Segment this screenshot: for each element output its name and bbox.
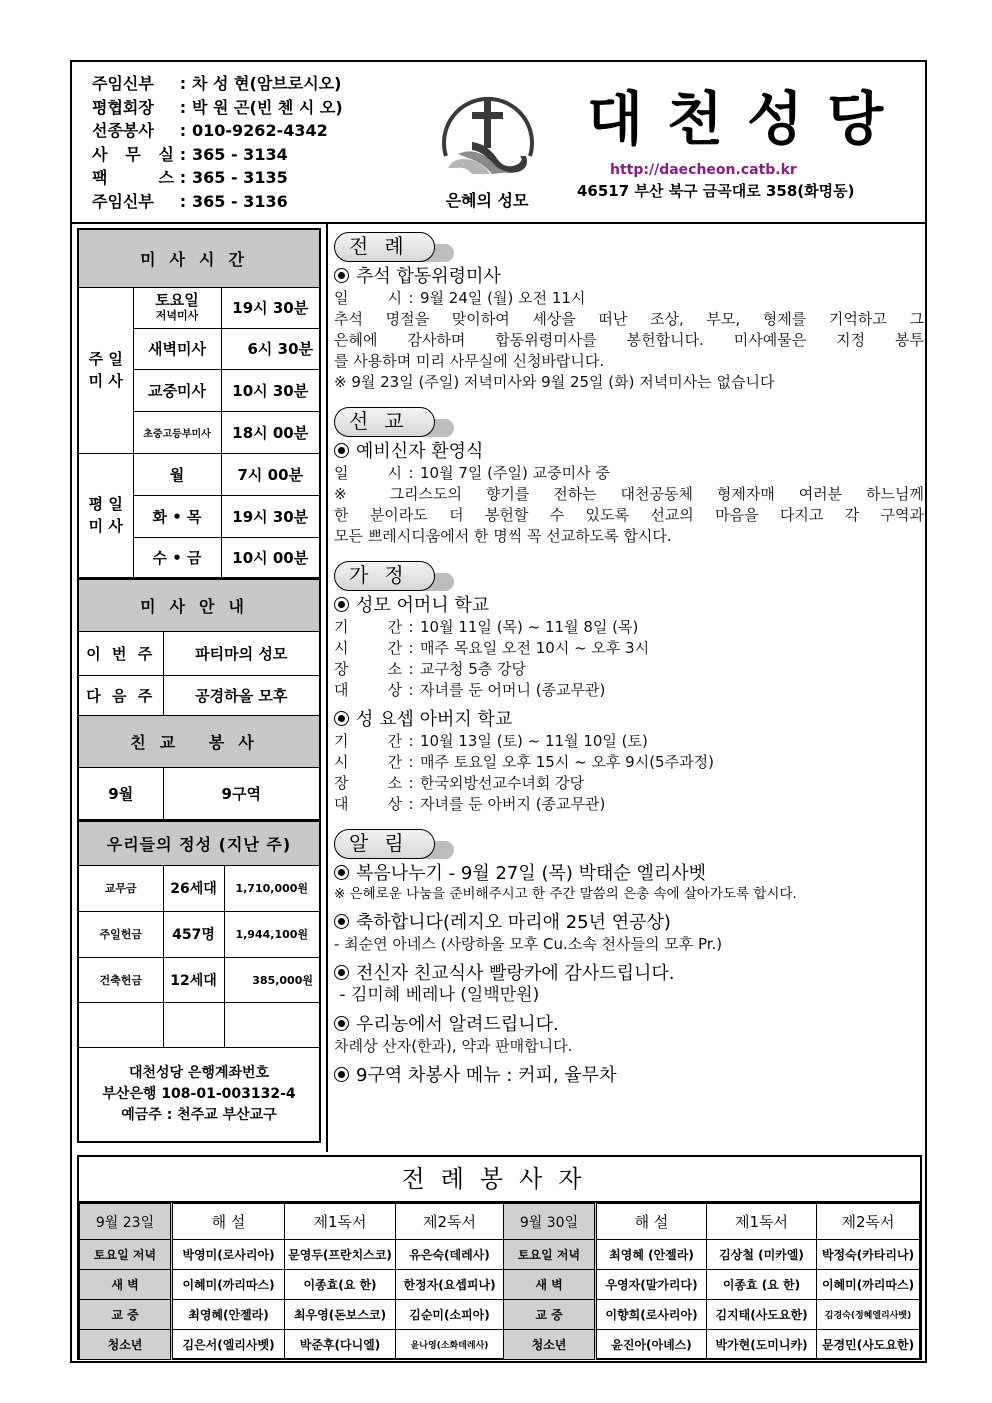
mass-name: 월 (133, 453, 221, 495)
radio-bullet-icon (334, 865, 349, 880)
mass-times-table (77, 228, 321, 579)
offering-count: 26세대 (163, 865, 224, 911)
mass-time: 19시 30분 (221, 495, 320, 537)
offering-name: 건축헌금 (78, 957, 163, 1002)
offering-name (78, 1002, 163, 1047)
offering-amount (224, 1002, 320, 1047)
mass-time: 10시 00분 (221, 537, 320, 578)
parish-title: 대천성당 (587, 85, 908, 153)
table-row: 청소년 김은서(엘리사벳) 박준후(다니엘) 윤나영(소화데레사) 청소년 윤진아(아녜스) 박가현(도미니카) 문경민(사도요한) (80, 1330, 920, 1360)
radio-bullet-icon (334, 914, 349, 929)
offering-count: 12세대 (163, 957, 224, 1002)
left-column (77, 228, 321, 1143)
mass-time: 19시 30분 (221, 287, 320, 328)
parish-logo (432, 84, 542, 214)
offering-table (77, 821, 321, 1144)
item-title: 9구역 차봉사 메뉴 : 커피, 율무차 (334, 1065, 924, 1087)
radio-bullet-icon (334, 1067, 349, 1082)
mass-times-title: 미사시간 (78, 229, 320, 287)
offering-amount: 1,710,000원 (224, 865, 320, 911)
week-date: 9월 30일 (504, 1204, 596, 1240)
table-row: 새 벽 이혜미(까리따스) 이종효(요 한) 한정자(요셉피나) 새 벽 우영자(말가리다) 이종효 (요 한) 이혜미(까리따스) (80, 1270, 920, 1300)
cross-wave-logo-icon (432, 84, 542, 184)
mass-name: 수 • 금 (133, 537, 221, 578)
item-title: 예비신자 환영식 (334, 441, 924, 463)
offering-name: 교무금 (78, 865, 163, 911)
servers-table: 9월 23일 해 설 제1독서 제2독서 9월 30일 해 설 제1독서 제2독서 토요일 저녁 박영미(로사리아) 문영두(프란치스코) 유은숙(데레사) 토요일 저녁 최영혜 (안젤라) 김상철 (미카엘) 박정숙(카타리나) 새 벽 이혜미(까리따스) 이종효(요 한) 한정자(요셉피나) 새 벽 우영자(말가리다) 이종효 (요 한) 이혜미(까리따스) 교 중 최영혜(안젤라) 최우영(돈보스코) 김순미(소피아) 교 중 이향희(로사리아) 김지태(사도요한) 김경숙(정혜엘리사벳) 청소년 김은서(엘리사벳) 박준후(다니엘) 윤나영(소화데레사) 청소년 윤진아(아녜스) 박가현(도미니카) 문경민(사도요한) (79, 1203, 920, 1360)
radio-bullet-icon (334, 597, 349, 612)
this-week-label: 이 번 주 (78, 632, 163, 676)
offering-amount: 385,000원 (224, 957, 320, 1002)
section-tag-family: 가정 (334, 561, 924, 595)
info-row: 선종봉사 : 010-9262-4342 (92, 121, 328, 140)
offering-count (163, 1002, 224, 1047)
website-link[interactable]: http://daecheon.catb.kr (610, 162, 797, 178)
mass-time: 7시 00분 (221, 453, 320, 495)
next-week-label: 다 음 주 (78, 676, 163, 716)
item-title: 성모 어머니 학교 (334, 595, 924, 617)
mass-name: 화 • 목 (133, 495, 221, 537)
info-row: 사 무 실 : 365 - 3134 (92, 144, 288, 164)
table-row: 토요일 저녁 박영미(로사리아) 문영두(프란치스코) 유은숙(데레사) 토요일 저녁 최영혜 (안젤라) 김상철 (미카엘) 박정숙(카타리나) (80, 1240, 920, 1270)
mass-name: 초중고등부미사 (133, 411, 221, 453)
this-week-value: 파티마의 성모 (163, 632, 320, 676)
item-title: 추석 합동위령미사 (334, 266, 924, 288)
info-row: 주임신부 : 365 - 3136 (92, 191, 288, 211)
offering-name: 주일헌금 (78, 911, 163, 957)
info-row: 팩 스 : 365 - 3135 (92, 168, 288, 187)
offering-title: 우리들의 정성 (지난 주) (78, 821, 320, 865)
table-row: 교 중 최영혜(안젤라) 최우영(돈보스코) 김순미(소피아) 교 중 이향희(로사리아) 김지태(사도요한) 김경숙(정혜엘리사벳) (80, 1300, 920, 1330)
radio-bullet-icon (334, 965, 349, 980)
offering-count: 457명 (163, 911, 224, 957)
mass-name: 교중미사 (133, 369, 221, 411)
item-title: 축하합니다(레지오 마리애 25년 연공상) (334, 912, 924, 934)
offering-amount: 1,944,100원 (224, 911, 320, 957)
mass-guide-title: 미사안내 (78, 580, 320, 632)
item-title: 전신자 친교식사 빨랑카에 감사드립니다. (334, 963, 924, 985)
radio-bullet-icon (334, 711, 349, 726)
mass-name: 새벽미사 (133, 328, 221, 369)
info-row: 주임신부 : 차 성 현(암브로시오) (92, 74, 342, 93)
header (72, 62, 925, 224)
section-tag-liturgy: 전례 (334, 232, 924, 266)
liturgy-servers (77, 1155, 922, 1360)
item-title: 성 요셉 아버지 학교 (334, 709, 924, 731)
radio-bullet-icon (334, 268, 349, 283)
item-title: 우리농에서 알려드립니다. (334, 1014, 924, 1036)
right-column: 전례 추석 합동위령미사 일 시 : 9월 24일 (월) 오전 11시 추석 명절을 맞이하여 세상을 떠난 조상, 부모, 형제를 기억하고 그 은혜에 감사하며 합동위령미사를 봉헌합니다. 미사예물은 지정 봉투 를 사용하며 미리 사무실에 신청바랍니다. ※ 9월 23일 (주일) 저녁미사와 9월 25일 (화) 저녁미사는 없습니다 선교 예비신자 환영식 일 시 : 10월 7일 (주일) 교중미사 중 ※ 그리스도의 향기를 전하는 대천공동체 형제자매 여러분 하느님께 한 분이라도 더 봉헌할 수 있도록 선교의 마음을 다지고 각 구역과 모든 쁘레시디움에서 한 명씩 꼭 선교하도록 합시다. 가정 성모 어머니 학교 기 간 : 10월 11일 (목) ~ 11월 8일 (목) 시 간 : 매주 목요일 오전 10시 ~ 오후 3시 장 소 : 교구청 5층 강당 대 상 : 자녀를 둔 어머니 (종교무관) 성 요셉 아버지 학교 기 간 : 10월 13일 (토) ~ 11월 10일 (토) 시 간 : 매주 토요일 오후 15시 ~ 오후 9시(5주과정) 장 소 : 한국외방선교수녀회 강당 대 상 : 자녀를 둔 아버지 (종교무관) 알림 복음나누기 - 9월 27일 (목) 박태순 엘리사벳 ※ 은혜로운 나눔을 준비해주시고 한 주간 말씀의 은총 속에 살아가도록 합시다. 축하합니다(레지오 마리애 25년 연공상) - 최순연 아네스 (사랑하올 모후 Cu.소속 천사들의 모후 Pr.) 전신자 친교식사 빨랑카에 감사드립니다. - 김미혜 베레나 (일백만원) 우리농에서 알려드립니다. 차례상 산자(한과), 약과 판매합니다. 9구역 차봉사 메뉴 : 커피, 율무차 (334, 234, 924, 1086)
logo-caption: 은혜의 성모 (445, 191, 529, 210)
fellowship-month: 9월 (78, 768, 163, 820)
mass-time: 18시 00분 (221, 411, 320, 453)
mass-time: 10시 30분 (221, 369, 320, 411)
weekday-mass-label: 평 일 미 사 (78, 453, 133, 578)
radio-bullet-icon (334, 1016, 349, 1031)
bulletin-page (70, 60, 927, 1363)
section-tag-mission: 선교 (334, 407, 924, 441)
info-row: 평협회장 : 박 원 곤(빈 첸 시 오) (92, 97, 343, 117)
mass-guide-table (77, 579, 321, 821)
bank-account-info: 대천성당 은행계좌번호 부산은행 108-01-003132-4 예금주 : 천주교 부산교구 (78, 1047, 320, 1142)
servers-title: 전례봉사자 (79, 1157, 920, 1203)
column-divider (326, 224, 328, 1152)
week-date: 9월 23일 (80, 1204, 172, 1240)
next-week-value: 공경하올 모후 (163, 676, 320, 716)
address: 46517 부산 북구 금곡대로 358(화명동) (577, 182, 855, 200)
radio-bullet-icon (334, 443, 349, 458)
fellowship-title: 친교 봉사 (78, 716, 320, 768)
contact-info (92, 72, 343, 213)
mass-name: 토요일 저녁미사 (133, 287, 221, 328)
mass-time: 6시 30분 (221, 328, 320, 369)
section-tag-notice: 알림 (334, 829, 924, 863)
item-title: 복음나누기 - 9월 27일 (목) 박태순 엘리사벳 (334, 863, 924, 885)
fellowship-district: 9구역 (163, 768, 320, 820)
sunday-mass-label: 주 일 미 사 (78, 287, 133, 453)
